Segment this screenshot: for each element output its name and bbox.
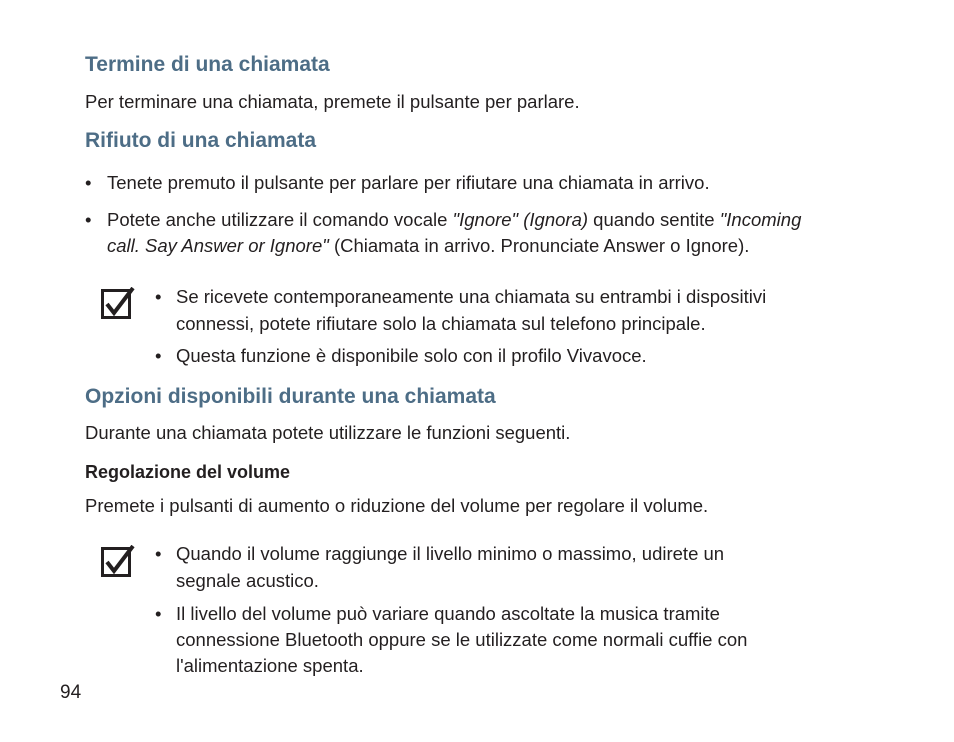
voice-prompt-part2: call. Say Answer or Ignore" <box>107 235 329 256</box>
checkmark-note-icon <box>101 287 135 321</box>
bullet-marker: • <box>155 603 162 624</box>
bullet-marker: • <box>155 286 162 307</box>
heading-options: Opzioni disponibili durante una chiamata <box>85 385 496 408</box>
text-span: (Chiamata in arrivo. Pronunciate Answer o Ignore). <box>328 235 750 256</box>
note1-item2: Questa funzione è disponibile solo con il profilo Vivavoce. <box>176 345 647 366</box>
bullet-marker: • <box>85 209 92 230</box>
page-number: 94 <box>60 682 82 703</box>
heading-volume: Regolazione del volume <box>85 462 291 482</box>
heading-reject-call: Rifiuto di una chiamata <box>85 129 317 152</box>
text-span: quando sentite <box>588 209 720 230</box>
voice-prompt-part1: "Incoming <box>719 209 802 230</box>
note1-item1-line1: Se ricevete contemporaneamente una chiamata su entrambi i dispositivi <box>176 286 767 307</box>
bullet-marker: • <box>155 345 162 366</box>
note2-item1-line1: Quando il volume raggiunge il livello minimo o massimo, udirete un <box>176 543 725 564</box>
end-call-text: Per terminare una chiamata, premete il pulsante per parlare. <box>85 91 580 112</box>
note1-item1-line2: connessi, potete rifiutare solo la chiamata sul telefono principale. <box>176 313 706 334</box>
note2-item2-line2: connessione Bluetooth oppure se le utilizzate come normali cuffie con <box>176 629 748 650</box>
reject-bullet-2-line-1 <box>107 207 801 233</box>
volume-text: Premete i pulsanti di aumento o riduzione del volume per regolare il volume. <box>85 495 709 516</box>
voice-command-ignore: "Ignore" (Ignora) <box>452 209 589 230</box>
bullet-marker: • <box>85 172 92 193</box>
note2-item2-line3: l'alimentazione spenta. <box>176 655 364 676</box>
checkmark-note-icon <box>101 545 135 579</box>
note2-item1-line2: segnale acustico. <box>176 570 319 591</box>
reject-bullet-1: Tenete premuto il pulsante per parlare per rifiutare una chiamata in arrivo. <box>107 172 710 193</box>
options-text: Durante una chiamata potete utilizzare le funzioni seguenti. <box>85 422 571 443</box>
text-span: Potete anche utilizzare il comando vocale <box>107 209 453 230</box>
bullet-marker: • <box>155 543 162 564</box>
note2-item2-line1: Il livello del volume può variare quando ascoltate la musica tramite <box>176 603 720 624</box>
heading-end-call: Termine di una chiamata <box>85 53 330 76</box>
reject-bullet-2-line-2 <box>107 233 749 259</box>
